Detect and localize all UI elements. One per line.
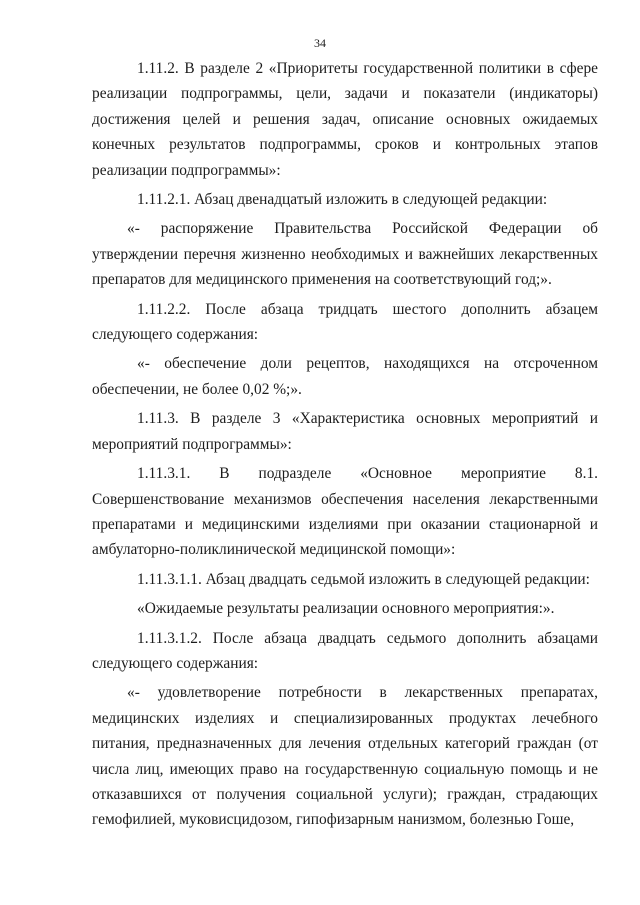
paragraph-1-11-3: 1.11.3. В разделе 3 «Характеристика основных мероприятий и мероприятий подпрограммы»: bbox=[92, 410, 598, 453]
paragraph-1-11-3-1: 1.11.3.1. В подразделе «Основное мероприятие 8.1. Совершенствование механизмов обеспечения населения лекарственными препаратами и медицинскими изделиями при оказании стационарной и амбулаторно-поликлинической медицинской помощи»: bbox=[92, 465, 598, 559]
paragraph-quote-order: «- распоряжение Правительства Российской Федерации об утверждении перечня жизненно необходимых и важнейших лекарственных препаратов для медицинского применения на соответствующий год;». bbox=[92, 220, 598, 289]
paragraph-quote-prescriptions: «- обеспечение доли рецептов, находящихся на отсроченном обеспечении, не более 0,02 %;». bbox=[92, 355, 598, 398]
paragraph-quote-needs: «- удовлетворение потребности в лекарственных препаратах, медицинских изделиях и специализированных продуктах лечебного питания, предназначенных для лечения отдельных категорий граждан (от числа лиц, имеющих право на государственную социальную помощь и не отказавшихся от получения социальной услуги); граждан, страдающих гемофилией, муковисцидозом, гипофизарным нанизмом, болезнью Гоше, bbox=[92, 684, 598, 829]
paragraph-1-11-2: 1.11.2. В разделе 2 «Приоритеты государственной политики в сфере реализации подпрограммы, цели, задачи и показатели (индикаторы) достижения целей и решения задач, описание основных ожидаемых конечных результатов подпрограммы, сроков и контрольных этапов реализации подпрограммы»: bbox=[92, 60, 598, 179]
paragraph-quote-expected-results: «Ожидаемые результаты реализации основного мероприятия:». bbox=[137, 600, 555, 618]
paragraph-1-11-3-1-1: 1.11.3.1.1. Абзац двадцать седьмой изложить в следующей редакции: bbox=[137, 570, 590, 588]
paragraph-1-11-2-1: 1.11.2.1. Абзац двенадцатый изложить в следующей редакции: bbox=[137, 191, 548, 209]
document-body bbox=[92, 56, 598, 837]
paragraph-1-11-3-1-2: 1.11.3.1.2. После абзаца двадцать седьмого дополнить абзацами следующего содержания: bbox=[92, 629, 598, 672]
page-number: 34 bbox=[314, 36, 326, 50]
paragraph-1-11-2-2: 1.11.2.2. После абзаца тридцать шестого дополнить абзацем следующего содержания: bbox=[92, 300, 598, 344]
